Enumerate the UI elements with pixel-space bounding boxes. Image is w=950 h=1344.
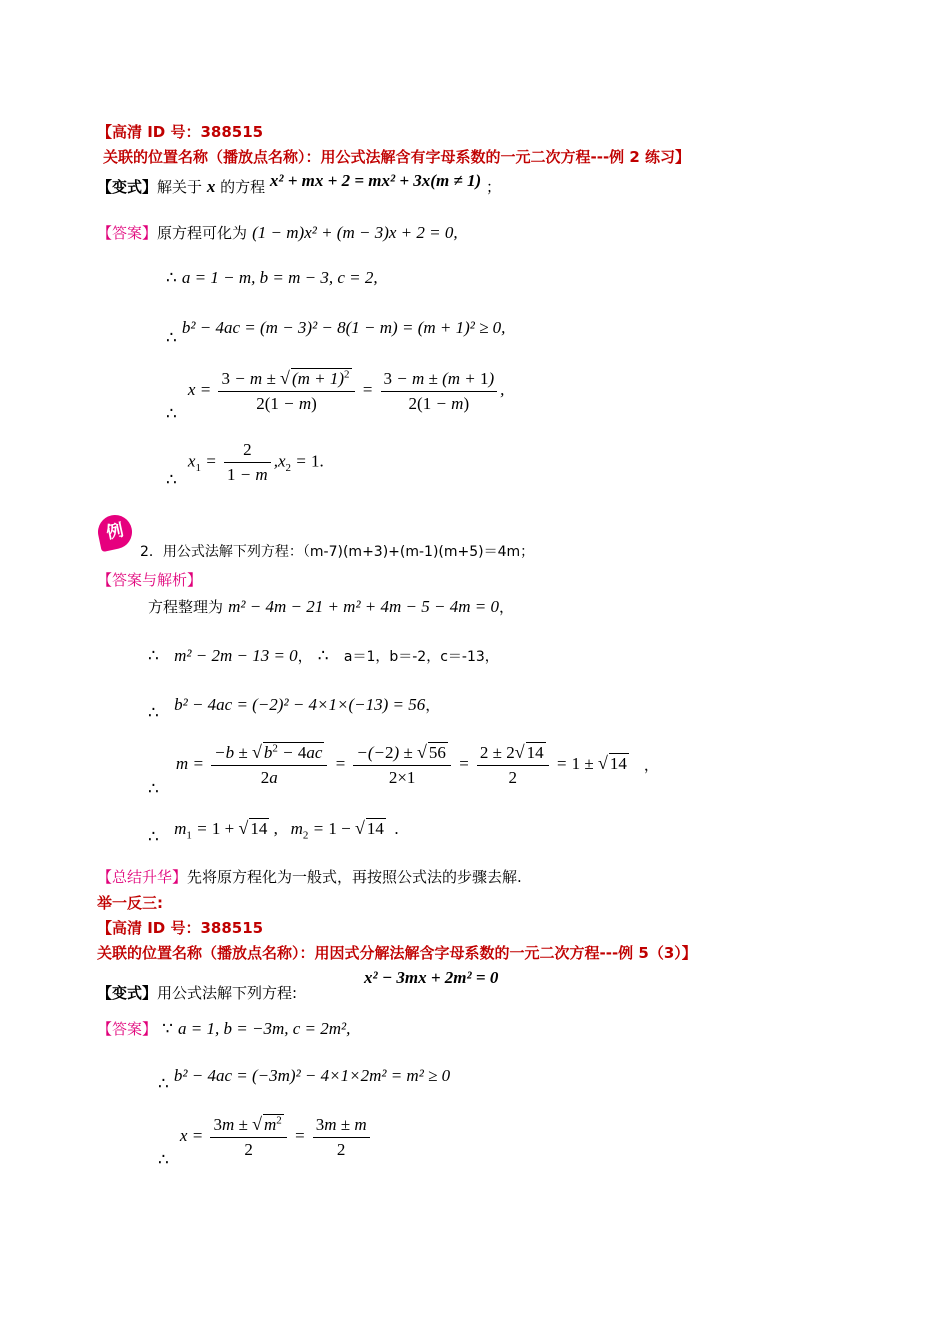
example-2-eq0: m² − 4m − 21 + m² + 4m − 5 − 4m = 0 [228,597,499,616]
example-2-eq4-render: $m_1 = 1$ + √ 14 , $m_2 = 1$ − √ 14 . [174,818,399,842]
therefore-symbol: ∴ [158,1150,169,1170]
answer-2-step-3 [158,1114,373,1170]
answer-label: 【答案】 [97,224,158,242]
example-2-step-1: ∴ m² − 2m − 13 = 0， ∴ a＝1，b＝-2，c＝-13， [148,646,499,666]
example-2-step-3: ∴ m = $\frac{-b \pm √ b^2 - 4ac}{2a}$ = $\frac{-(-2) \pm √ 56}{2\times 1}$ = $\frac{2 \pm 2√ 14}{2}$ = 1 ± √ 14 ， [148,742,659,799]
variant-equation: x² + mx + 2 = mx² + 3x(m ≠ 1) [269,171,482,190]
therefore-symbol: ∴ [317,646,329,666]
therefore-symbol: ∴ [166,404,177,424]
summary-text: 先将原方程化为一般式，再按照公式法的步骤去解. [187,868,522,886]
example-2-intro-line: 方程整理为 m² − 4m − 21 + m² + 4m − 5 − 4m = 0， [148,597,515,616]
answer-2-line [97,1018,350,1039]
example-2-coef: a＝1，b＝-2，c＝-13， [343,649,499,665]
variant-end: ； [485,178,501,196]
variant-var: x [206,177,216,196]
variant-1-line [97,171,501,197]
example-2-eq3-render: m = $\frac{-b \pm √ b^2 - 4ac}{2a}$ = $\frac{-(-2) \pm √ 56}{2\times 1}$ = $\frac{2 \pm 2√ 14}{2}$ = 1 ± √ 14 [175,742,627,787]
location-2: 关联的位置名称（播放点名称）：用因式分解法解含字母系数的一元二次方程---例 5（3）】 [97,944,697,962]
therefore-symbol: ∴ [148,827,159,847]
answer-eq0: (1 − m)x² + (m − 3)x + 2 = 0, [252,223,458,242]
answer-eq4-render: $x_1$ = $\frac{2}{1 - m}$ $,x_2 = 1$. [187,440,324,484]
answer-2-eq3-render: x = $\frac{3m \pm √ m^2}{2}$ = $\frac{3m \pm m}{2}$ [180,1114,373,1160]
because-symbol: ∵ [162,1019,173,1039]
variant-prompt2: 的方程 [220,178,266,196]
summary-line [97,866,522,887]
example-2-eq2: b² − 4ac = (−2)² − 4×1×(−13) = 56 [174,695,426,714]
answer-2-label: 【答案】 [97,1020,158,1038]
example-2-label: 【答案与解析】 [97,571,203,589]
therefore-symbol: ∴ [166,328,177,348]
answer-step-3 [166,368,505,424]
therefore-symbol: ∴ [166,470,177,490]
example-badge: 例 [95,512,135,552]
variant-2-equation: x² − 3mx + 2m² = 0 [364,968,499,987]
therefore-symbol: ∴ [158,1074,169,1094]
answer-intro: 原方程可化为 [157,224,248,242]
therefore-symbol: ∴ [148,779,159,799]
answer-eq1: a = 1 − m, b = m − 3, c = 2, [181,268,378,287]
therefore-symbol: ∴ [148,646,159,666]
variant-label: 【变式】 [97,178,158,196]
answer-step-4 [166,440,324,490]
therefore-symbol: ∴ [166,268,177,288]
variant-prompt: 解关于 [157,178,203,196]
answer-2-step-2 [158,1066,451,1094]
answer-step-2 [166,318,506,348]
hd-id-1: 【高清 ID 号：388515 [97,123,264,141]
section-3-title: 举一反三: [97,894,163,912]
hd-id-2: 【高清 ID 号：388515 [97,919,264,937]
summary-label: 【总结升华】 [97,868,188,886]
variant-2-label: 【变式】 [97,984,158,1002]
example-2-step-2: ∴ b² − 4ac = (−2)² − 4×1×(−13) = 56， [148,695,441,723]
example-2-intro: 方程整理为 [148,598,224,616]
answer-2-eq2: b² − 4ac = (−3m)² − 4×1×2m² = m² ≥ 0 [173,1066,451,1085]
therefore-symbol: ∴ [148,703,159,723]
variant-2-text: 用公式法解下列方程: [157,984,298,1002]
example-2-eq1: m² − 2m − 13 = 0 [174,646,298,665]
answer-eq3-render: x = $\frac{3 - m \pm √ (m + 1)^2}{2(1 - m)}$ = $\frac{3 - m \pm (m + 1)}{2(1 - m)}$ , [187,368,505,413]
example-2-step-4 [148,818,399,847]
answer-2-eq1: a = 1, b = −3m, c = 2m², [178,1019,351,1038]
example-2-text: 2．用公式法解下列方程：（m-7)(m+3)+(m-1)(m+5)＝4m； [140,544,535,560]
answer-step-1 [166,268,378,288]
answer-eq2: b² − 4ac = (m − 3)² − 8(1 − m) = (m + 1)² ≥ 0, [181,318,506,337]
location-1: 关联的位置名称（播放点名称）：用公式法解含有字母系数的一元二次方程---例 2 练习】 [103,148,691,166]
variant-2-line [97,982,297,1003]
answer-1-line [97,222,458,243]
